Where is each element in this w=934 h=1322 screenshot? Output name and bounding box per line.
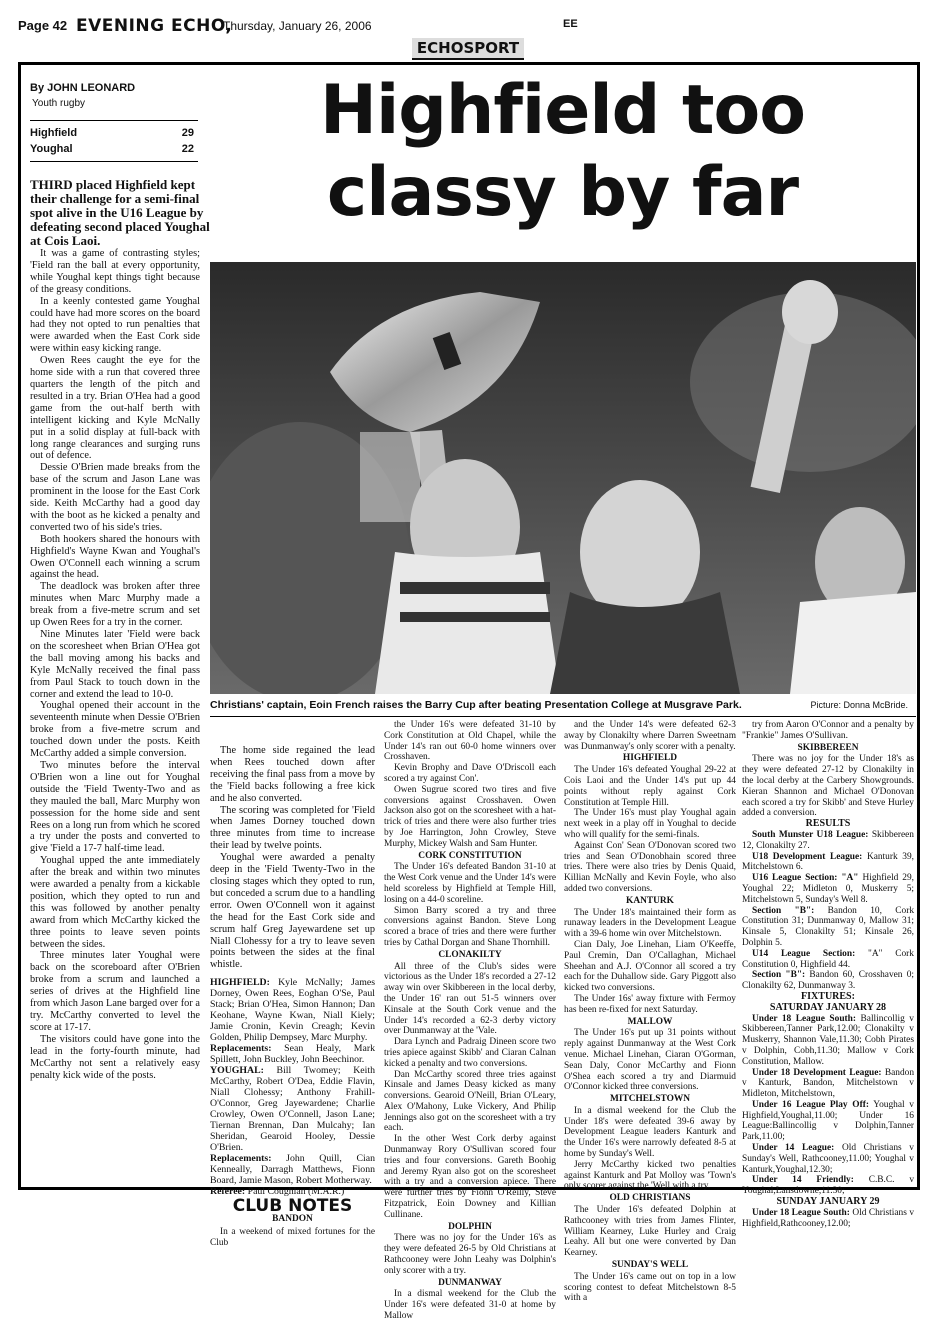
club-paragraph: Kevin Brophy and Dave O'Driscoll each scored a try against Con'. bbox=[384, 763, 556, 784]
body-paragraph: The home side regained the lead when Rees touched down after receiving the final pass from a move by the 'Field backs following a free kick and he also converted. bbox=[210, 745, 375, 804]
masthead bbox=[18, 16, 923, 38]
photo-credit: Picture: Donna McBride. bbox=[810, 700, 908, 710]
byline: By JOHN LEONARD bbox=[30, 82, 136, 94]
body-paragraph: The visitors could have gone into the lead in the forty-fourth minute, had McCarthy not sent a relatively easy penalty kick wide of the posts. bbox=[30, 1033, 200, 1081]
club-notes-column-5 bbox=[742, 720, 914, 1229]
club-paragraph: Dara Lynch and Padraig Dineen score two tries apiece against Skibb' and Ciaran Calnan kicked a penalty and two conversions. bbox=[384, 1037, 556, 1069]
edition-mark: EE bbox=[563, 18, 578, 30]
club-paragraph: The Under 16s' away fixture with Fermoy has been re-fixed for next Saturday. bbox=[564, 993, 736, 1015]
newspaper-name: EVENING ECHO, bbox=[76, 16, 233, 36]
fixture-entry-label: Under 14 League: bbox=[752, 1143, 835, 1154]
club-subhead: CORK CONSTITUTION bbox=[418, 850, 522, 861]
body-paragraph: The deadlock was broken after three minutes when Marc Murphy made a break from a five-metre scrum and set up Owen Rees for a try in the corner. bbox=[30, 581, 200, 629]
fixture-entry-text: Old Christians v Highfield,Rathcooney,12.00; bbox=[742, 1207, 915, 1229]
caption-text: Christians' captain, Eoin French raises the Barry Cup after beating Presentation College at Musgrave Park. bbox=[210, 699, 742, 711]
club-paragraph: try from Aaron O'Connor and a penalty by "Frankie" James O'Sullivan. bbox=[742, 720, 914, 741]
kicker: Youth rugby bbox=[32, 98, 86, 109]
fixture-entry bbox=[742, 1208, 914, 1230]
results-title: RESULTS bbox=[805, 818, 851, 830]
club-paragraph: In a dismal weekend for the Club the Under 16's were defeated 31-0 at home by Mallow bbox=[384, 1289, 556, 1322]
headline bbox=[210, 70, 915, 234]
fixture-entry-text: Old Christians v Sunday's Well, Rathcooney,11.00; Youghal v Kanturk,Youghal,12.30; bbox=[742, 1143, 914, 1175]
club-paragraph: In the other West Cork derby against Dunmanway Rory O'Sullivan scored four tries and four conversions. Gareth Boohig and Jeremy Ryan also got on the scoresheet with a try and a conversion apiece. There were further tries by Fionn O'Reilly, Steve Fitzpatrick, Eoin Downey and Killian Cullinane. bbox=[384, 1134, 556, 1220]
club-subhead: KANTURK bbox=[626, 895, 674, 906]
scorebox bbox=[30, 120, 198, 162]
headline-line: classy by far bbox=[326, 153, 799, 232]
club-subhead: HIGHFIELD bbox=[622, 753, 678, 764]
club-paragraph: and the Under 14's were defeated 62-3 away by Clonakilty where Darren Sweetnam was Dunmanway's only scorer with a penalty. bbox=[564, 720, 736, 752]
fixture-entry-text: Ballincollig v Skibbereen,Tanner Park,12.00; Clonakilty v Muskerry, Shannon Vale,11.30; Cobh Pirates v Dolphin, Cobh,11.30; Mallow v Cork Constitution, Mallow. bbox=[742, 1013, 914, 1067]
club-paragraph: Jerry McCarthy kicked two penalties against Kanturk and Pat Molloy was 'Town's only scorer against the 'Well with a try. bbox=[564, 1159, 736, 1192]
club-subhead: MALLOW bbox=[627, 1016, 673, 1027]
result-entry-label: Section "B": bbox=[752, 970, 806, 981]
result-entry-text: Skibbereen 12, Clonakilty 27. bbox=[742, 829, 914, 851]
result-entry-label: U16 League Section: "A" bbox=[752, 873, 859, 884]
club-paragraph: The Under 16's defeated Bandon 31-10 at the West Cork venue and the Under 14's were held scoreless by Highfield at Temple Hill, losing on a 44-0 scoreline. bbox=[384, 862, 556, 905]
body-column-1 bbox=[30, 248, 200, 1081]
lineup-label: Referee: bbox=[210, 1186, 246, 1198]
club-subhead: SUNDAY'S WELL bbox=[611, 1260, 689, 1271]
headline-line: Highfield too bbox=[320, 71, 805, 150]
result-entry bbox=[742, 906, 914, 949]
club-subhead: CLONAKILTY bbox=[438, 949, 502, 960]
body-paragraph: Youghal were awarded a penalty deep in the 'Field Twenty-Two in the closing stages which they opted to run, but conceded a scrum due to a handling error. Owen O'Connell won it against the head for the East Cork side and scrum half Greg Jayewardene set up Niall Clohessy for a try to leave seven points between the sides at the final whistle. bbox=[210, 852, 375, 971]
body-column-2 bbox=[210, 745, 375, 1249]
lineup-label: YOUGHAL: bbox=[210, 1065, 264, 1077]
score-team: Youghal bbox=[30, 143, 73, 155]
lead-paragraph: THIRD placed Highfield kept their challenge for a semi-final spot alive in the U16 League by defeating second placed Youghal at Cois Laoi. bbox=[30, 177, 210, 248]
club-subhead: MITCHELSTOWN bbox=[609, 1094, 691, 1105]
result-entry-label: U18 Development League: bbox=[752, 851, 863, 862]
lineup-text: Paul Coughlan (M.A.R.) bbox=[247, 1186, 345, 1198]
body-paragraph: The scoring was completed for 'Field when James Dorney touched down three minutes from time to increase their lead by twelve points. bbox=[210, 804, 375, 852]
issue-date: Thursday, January 26, 2006 bbox=[223, 19, 372, 33]
fixture-entry bbox=[742, 1014, 914, 1068]
section-title: ECHOSPORT bbox=[412, 38, 524, 60]
lineup-text: Bill Twomey; Keith McCarthy, Robert O'Dea, Eddie Flavin, Niall Clohessy; Anthony Frahill-O'Connor, Greg Jayewardene; Charlie Crowley, Owen O'Connell, Jason Lane; Tiernan Brennan, Dan Mulcahy; Ian Sheridan, Gearoid Hooley, Dessie O'Brien. bbox=[210, 1065, 375, 1154]
club-paragraph: All three of the Club's sides were victorious as the Under 18's recorded a 27-12 away win over Skibbereen in the local derby, the Under 16' ran out 51-5 winners over Kinsale at the South Cork venue and the Under 14's recorded a 62-3 derby victory over Dunmanway at the 'Vale. bbox=[384, 961, 556, 1037]
page-number: Page 42 bbox=[18, 18, 68, 33]
body-paragraph: Youghal opened their account in the seventeenth minute when Dessie O'Brien broke from a five-metre scrum and touched down under the posts. Keith McCarthy added a simple conversion. bbox=[30, 700, 200, 760]
photo-caption bbox=[210, 696, 916, 717]
score-row bbox=[30, 141, 198, 157]
lineup-label: HIGHFIELD: bbox=[210, 977, 270, 989]
fixture-entry-label: Under 14 Friendly: bbox=[752, 1175, 854, 1186]
fixture-entry bbox=[742, 1175, 914, 1197]
club-paragraph: The Under 16's defeated Youghal 29-22 at Cois Laoi and the Under 14's put up 44 points without reply against Cork Constitution at Temple Hill. bbox=[564, 765, 736, 808]
club-paragraph: The Under 16's defeated Dolphin at Rathcooney with tries from James Flinter, William Kearney, Luke Hurley and Craig Leahy. All but one were converted by Dan Kearney. bbox=[564, 1205, 736, 1259]
fixture-entry bbox=[742, 1068, 914, 1100]
team-lineup bbox=[210, 977, 375, 1043]
body-paragraph: Nine Minutes later 'Field were back on the scoresheet when Brian O'Hea got the ball moving among his backs and Kyle McNally received the final pass from Paul Stack to touch down in the corner and extend the lead to 10-0. bbox=[30, 629, 200, 700]
trophy-photo bbox=[210, 262, 916, 694]
club-notes-title: CLUB NOTES bbox=[232, 1196, 353, 1217]
fixture-day: SUNDAY JANUARY 29 bbox=[776, 1196, 880, 1208]
result-entry-text: Bandon 60, Crosshaven 0; Clonakilty 62, Dunmanway 3. bbox=[742, 970, 915, 992]
team-lineup bbox=[210, 1043, 375, 1065]
club-paragraph: Owen Sugrue scored two tires and five conversions against Crosshaven. Owen Jackson also got on the scoresheet with a hat-trick of tries and there were also further tries by Joe Harrington, John Crowley, Steve Murphy, Mickey Walsh and Sam Hunter. bbox=[384, 784, 556, 849]
lineup-label: Replacements: bbox=[210, 1043, 272, 1055]
club-paragraph: In a dismal weekend for the Club the Under 18's were defeated 39-6 away by Development League leaders Kanturk and the Under 16's were narrowly defeated 8-5 at home by Sunday's Well. bbox=[564, 1105, 736, 1160]
body-paragraph: Dessie O'Brien made breaks from the base of the scrum and Jason Lane was prominent in the loose for the East Cork side. Keith McCarthy had a good day with the boot as he kicked a penalty and converted two of his side's tries. bbox=[30, 462, 200, 533]
club-subhead: BANDON bbox=[272, 1214, 313, 1225]
result-entry bbox=[742, 949, 914, 971]
fixture-entry-text: Bandon v Kanturk, Bandon, Mitchelstown v Midleton, Mitchelstown, bbox=[742, 1067, 915, 1100]
body-paragraph: Owen Rees caught the eye for the home side with a run that covered three quarters the length of the pitch and resulted in a try. Brian O'Hea had a good game from the out-half berth with intelligent kicking and Kyle McNally put in a solid display at full-back with long range clearances and surging runs out of defence. bbox=[30, 355, 200, 462]
result-entry bbox=[742, 873, 914, 905]
fixture-entry-label: Under 18 League South: bbox=[752, 1207, 850, 1218]
fixture-entry bbox=[742, 1143, 914, 1175]
score-team: Highfield bbox=[30, 127, 78, 139]
result-entry-text: Kanturk 39, Mitchelstown 6. bbox=[742, 851, 915, 873]
club-paragraph: The Under 16's put up 31 points without reply against Dunmanway at the West Cork venue. Michael Linehan, Ciaran O'Gorman, Sean Daly, Conor McCarthy and Fionn O'Shea each scored a try and Diarmuid O'Connor kicked three conversions. bbox=[564, 1028, 736, 1093]
body-paragraph: Two minutes before the interval O'Brien won a line out for Youghal outside the 'Field Twenty-Two and as they mauled the ball, Marc Murphy won possession for the home side and sent Rees on a long run from which he scored a try under the posts and converted to give 'Field a 17-7 half-time lead. bbox=[30, 759, 200, 855]
club-paragraph: Cian Daly, Joe Linehan, Liam O'Keeffe, Paul Cremin, Dan O'Callaghan, Michael Sheehan and A.J. O'Connor all scored a try each for the Duhallow side. Gary Piggott also kicked two conversions. bbox=[564, 939, 736, 994]
result-entry bbox=[742, 830, 914, 852]
club-paragraph: The Under 16's came out on top in a low scoring contest to defeat Mitchelstown 8-5 with a bbox=[564, 1271, 736, 1304]
lineup-text: Sean Healy, Mark Spillett, John Buckley, John Beechinor. bbox=[210, 1043, 375, 1066]
lineup-label: Replacements: bbox=[210, 1153, 272, 1165]
club-subhead: OLD CHRISTIANS bbox=[609, 1193, 691, 1204]
fixture-entry-label: Under 16 League Play Off: bbox=[752, 1099, 869, 1110]
lineup-text: John Quill, Cian Kenneally, Darragh Matthews, Fionn Board, Jamie Mason, Robert Motherway. bbox=[210, 1153, 375, 1187]
result-entry bbox=[742, 970, 914, 992]
fixture-day: SATURDAY JANUARY 28 bbox=[769, 1001, 887, 1013]
club-paragraph: The Under 18's maintained their form as runaway leaders in the Development League with a 39-6 home win over Mitchelstown. bbox=[564, 907, 736, 940]
club-paragraph: Dan McCarthy scored three tries against Kinsale and James Deasy kicked as many conversions. Gearoid O'Neill, Brian O'Leary, Alex O'Mahony, Luke Vickery, And Philip Jennings also got on the scoresheet with a try each. bbox=[384, 1069, 556, 1134]
club-subhead: DOLPHIN bbox=[448, 1221, 492, 1232]
result-entry-label: Section "B": bbox=[752, 905, 815, 916]
lineup-text: Kyle McNally; James Dorney, Owen Rees, Eoghan O'Se, Paul Stack; Brian O'Hea, Simon Hannon; Dan Keohane, Wayne Kwan, Niall Kiely; Jamie Cronin, Kevin Creagh; Kevin Golden, Philip Dempsey, Marc Murphy. bbox=[210, 977, 376, 1044]
club-notes-column-4 bbox=[564, 720, 736, 1304]
club-subhead: SKIBBEREEN bbox=[797, 742, 859, 753]
body-paragraph: Both hookers shared the honours with Highfield's Wayne Kwan and Youghal's Owen O'Connell each winning a scrum against the head. bbox=[30, 533, 200, 581]
club-paragraph: Simon Barry scored a try and three conversions against Bandon. Steve Long scored a brace of tries and there were further tries by Cathal Dorgan and Shane Thornhill. bbox=[384, 905, 556, 948]
fixture-entry-label: Under 18 League South: bbox=[752, 1013, 857, 1024]
fixture-entry-text: C.B.C. v Youghal,Lansdowne,11.30; bbox=[742, 1175, 915, 1197]
club-paragraph: Against Con' Sean O'Donovan scored two tries and Sean O'Donobhain scored three tries. There were also tries by Denis Quaid, Killian McNally and Kevin Foyle, who also added two conversions. bbox=[564, 840, 736, 894]
body-paragraph: In a keenly contested game Youghal could have had more scores on the board had they not opted to run penalties that were awarded when the East Cork side were within easy kicking range. bbox=[30, 295, 200, 355]
score-points: 29 bbox=[181, 127, 194, 139]
club-subhead: DUNMANWAY bbox=[438, 1277, 502, 1288]
result-entry-text: "A" Cork Constitution 0, Highfield 44. bbox=[742, 948, 914, 970]
result-entry-label: U14 League Section: bbox=[752, 948, 856, 959]
body-paragraph: Three minutes later Youghal were back on the scoreboard after O'Brien broke from a scrum and launched a series of drives at the Highfield line from which Jason Lane barged over for a try. McCarthy converted to level the score at 17-17. bbox=[30, 950, 200, 1033]
result-entry-text: Bandon 10, Cork Constitution 31; Dunmanway 0, Mallow 31; Kinsale 5, Clonakilty 51; Kinsale 26, Dolphin 5. bbox=[742, 905, 915, 948]
club-paragraph: The Under 16's must play Youghal again next week in a play off in Youghal to decide who will qualify for the semi-finals. bbox=[564, 808, 736, 840]
score-points: 22 bbox=[181, 143, 194, 155]
club-paragraph: In a weekend of mixed fortunes for the Club bbox=[210, 1227, 375, 1248]
club-notes-column-3 bbox=[384, 720, 556, 1322]
fixture-entry-label: Under 18 Development League: bbox=[752, 1067, 882, 1078]
fixtures-title: FIXTURES: bbox=[801, 990, 855, 1002]
club-paragraph: the Under 16's were defeated 31-10 by Cork Constitution at Old Chapel, while the Under 14's ran out 60-0 home winners over Crosshaven. bbox=[384, 720, 556, 763]
body-paragraph: Youghal upped the ante immediately after the break and within two minutes were awarded a penalty from a kickable position, which they opted to run and this was followed by another penalty award from which McCarthy kicked the three points to leave seven points between the sides. bbox=[30, 855, 200, 950]
result-entry bbox=[742, 852, 914, 874]
result-entry-text: Highfield 29, Youghal 22; Midleton 0, Muskerry 5; Mitchelstown 5, Sunday's Well 8. bbox=[742, 873, 914, 905]
fixture-entry bbox=[742, 1100, 914, 1143]
result-entry-label: South Munster U18 League: bbox=[752, 829, 869, 840]
club-paragraph: There was no joy for the Under 18's as they were defeated 27-12 by Clonakilty in the local derby at the Carbery Showgrounds. Kieran Shannon and Michael O'Donovan each scored a try for Skibb' and Steve Hurley added a conversion. bbox=[742, 754, 914, 819]
team-lineup bbox=[210, 1153, 375, 1186]
score-row bbox=[30, 125, 198, 141]
fixture-entry-text: Youghal v Highfield,Youghal,11.00; Under 16 League:Ballincollig v Dolphin,Tanner Park,11.00; bbox=[742, 1099, 914, 1143]
body-paragraph: It was a game of contrasting styles; 'Field ran the ball at every opportunity, while Youghal kept things tight because of the greasy conditions. bbox=[30, 248, 200, 295]
team-lineup bbox=[210, 1065, 375, 1153]
club-paragraph: There was no joy for the Under 16's as they were defeated 26-5 by Old Christians at Rathcooney were John Leahy was Dolphin's only scorer with a try. bbox=[384, 1233, 556, 1276]
